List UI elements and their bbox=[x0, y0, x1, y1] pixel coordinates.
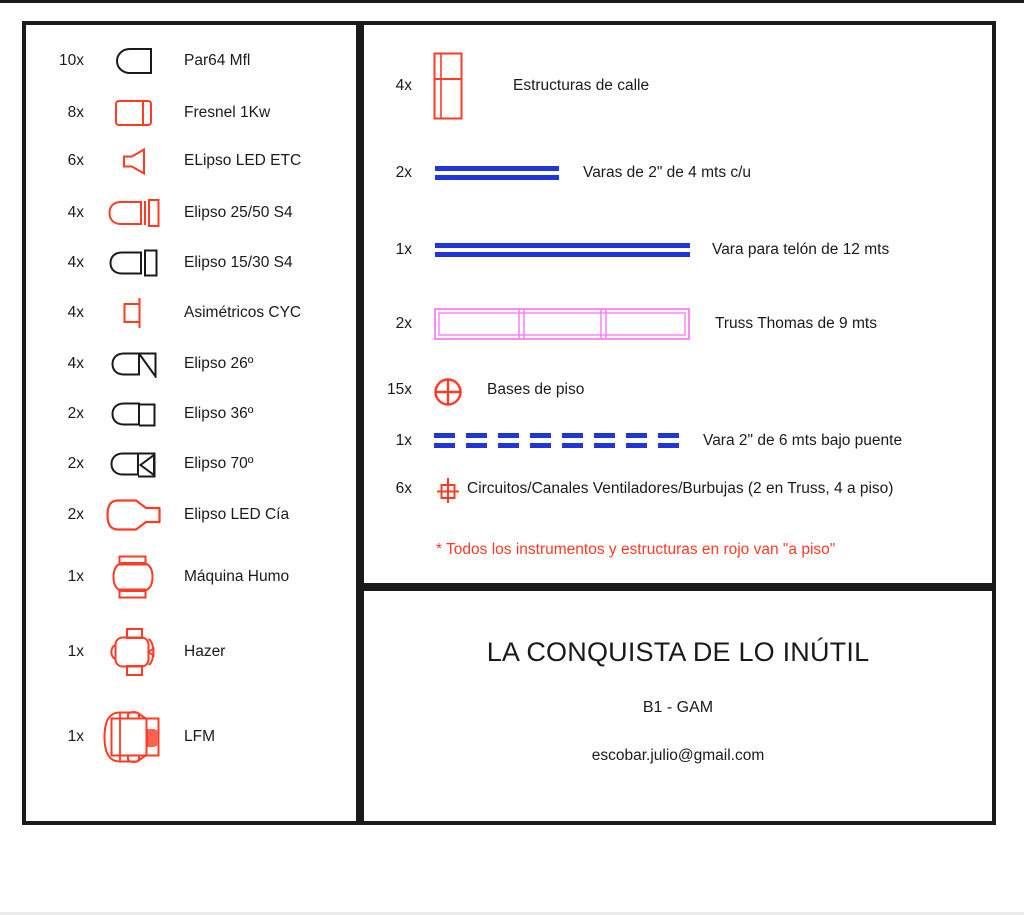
fixture-label: Elipso 25/50 S4 bbox=[184, 204, 293, 221]
legend-item bbox=[30, 442, 345, 486]
fixture-label: ELipso LED ETC bbox=[184, 152, 302, 169]
legend-item bbox=[30, 39, 345, 83]
maquina-humo-icon bbox=[84, 555, 184, 599]
quantity-label: 2x bbox=[395, 315, 412, 332]
structure-label: Bases de piso bbox=[487, 381, 585, 398]
vara-4mts-icon bbox=[435, 166, 559, 180]
venue-label: B1 - GAM bbox=[642, 699, 714, 716]
quantity-label: 2x bbox=[67, 506, 84, 523]
show-title: LA CONQUISTA DE LO INÚTIL bbox=[486, 637, 870, 667]
quantity-label: 1x bbox=[395, 432, 412, 449]
elipso-26-icon bbox=[84, 350, 184, 378]
fixture-label: Elipso 26º bbox=[184, 355, 254, 372]
quantity-label: 4x bbox=[67, 304, 84, 321]
page-top-edge bbox=[0, 0, 1024, 3]
quantity-label: 1x bbox=[67, 728, 84, 745]
par64-icon bbox=[84, 48, 184, 74]
legend-item bbox=[30, 392, 345, 436]
estructura-calle-icon bbox=[433, 52, 463, 120]
quantity-label: 1x bbox=[67, 643, 84, 660]
structure-label: Vara para telón de 12 mts bbox=[712, 241, 890, 258]
quantity-label: 2x bbox=[67, 405, 84, 422]
quantity-label: 4x bbox=[67, 254, 84, 271]
hazer-icon bbox=[84, 627, 184, 677]
quantity-label: 10x bbox=[59, 52, 84, 69]
legend-item bbox=[30, 241, 345, 285]
fixture-label: Elipso 15/30 S4 bbox=[184, 254, 293, 271]
vara-telon-12mts-icon bbox=[435, 243, 690, 257]
quantity-label: 4x bbox=[395, 77, 412, 94]
structure-label: Estructuras de calle bbox=[513, 77, 650, 94]
quantity-label: 1x bbox=[67, 568, 84, 585]
fixture-label: Fresnel 1Kw bbox=[184, 104, 271, 121]
legend-item bbox=[30, 139, 345, 183]
fixture-label: Hazer bbox=[184, 643, 226, 660]
legend-item bbox=[30, 191, 345, 235]
structure-label: Varas de 2" de 4 mts c/u bbox=[583, 164, 752, 181]
structure-label: Truss Thomas de 9 mts bbox=[715, 315, 877, 332]
elipso-led-cia-icon bbox=[84, 499, 184, 531]
quantity-label: 2x bbox=[67, 455, 84, 472]
fixture-label: Máquina Humo bbox=[184, 568, 290, 585]
quantity-label: 4x bbox=[67, 355, 84, 372]
quantity-label: 1x bbox=[395, 241, 412, 258]
circuito-canal-icon bbox=[436, 477, 460, 504]
elipso-led-etc-icon bbox=[84, 148, 184, 175]
fixture-label: Par64 Mfl bbox=[184, 52, 251, 69]
quantity-label: 15x bbox=[387, 381, 412, 398]
structure-label: Vara 2" de 6 mts bajo puente bbox=[703, 432, 903, 449]
legend-item bbox=[30, 555, 345, 599]
fixture-label: Elipso LED Cía bbox=[184, 506, 290, 523]
elipso-15-30-icon bbox=[84, 249, 184, 277]
legend-item bbox=[30, 291, 345, 335]
legend-item bbox=[30, 493, 345, 537]
elipso-36-icon bbox=[84, 400, 184, 428]
elipso-70-icon bbox=[84, 450, 184, 478]
fixture-label: Elipso 36º bbox=[184, 405, 254, 422]
fresnel-icon bbox=[84, 100, 184, 126]
legend-item bbox=[30, 342, 345, 386]
legend-item bbox=[30, 715, 345, 759]
asimetrico-cyc-icon bbox=[84, 297, 184, 329]
vara-6mts-bajo-puente-icon bbox=[434, 433, 679, 448]
quantity-label: 8x bbox=[67, 104, 84, 121]
contact-email: escobar.julio@gmail.com bbox=[591, 747, 765, 764]
fixture-label: Asimétricos CYC bbox=[184, 304, 302, 321]
legend-item bbox=[30, 91, 345, 135]
quantity-label: 6x bbox=[67, 152, 84, 169]
truss-thomas-icon bbox=[434, 308, 690, 340]
base-piso-icon bbox=[433, 377, 463, 407]
quantity-label: 4x bbox=[67, 204, 84, 221]
fixture-label: LFM bbox=[184, 728, 215, 745]
quantity-label: 6x bbox=[395, 480, 412, 497]
floor-note: * Todos los instrumentos y estructuras en rojo van "a piso" bbox=[436, 541, 836, 558]
lfm-icon bbox=[84, 708, 184, 766]
elipso-25-50-icon bbox=[84, 198, 184, 228]
legend-item bbox=[30, 630, 345, 674]
quantity-label: 2x bbox=[395, 164, 412, 181]
structure-label: Circuitos/Canales Ventiladores/Burbujas (2 en Truss, 4 a piso) bbox=[467, 480, 894, 497]
fixture-label: Elipso 70º bbox=[184, 455, 254, 472]
